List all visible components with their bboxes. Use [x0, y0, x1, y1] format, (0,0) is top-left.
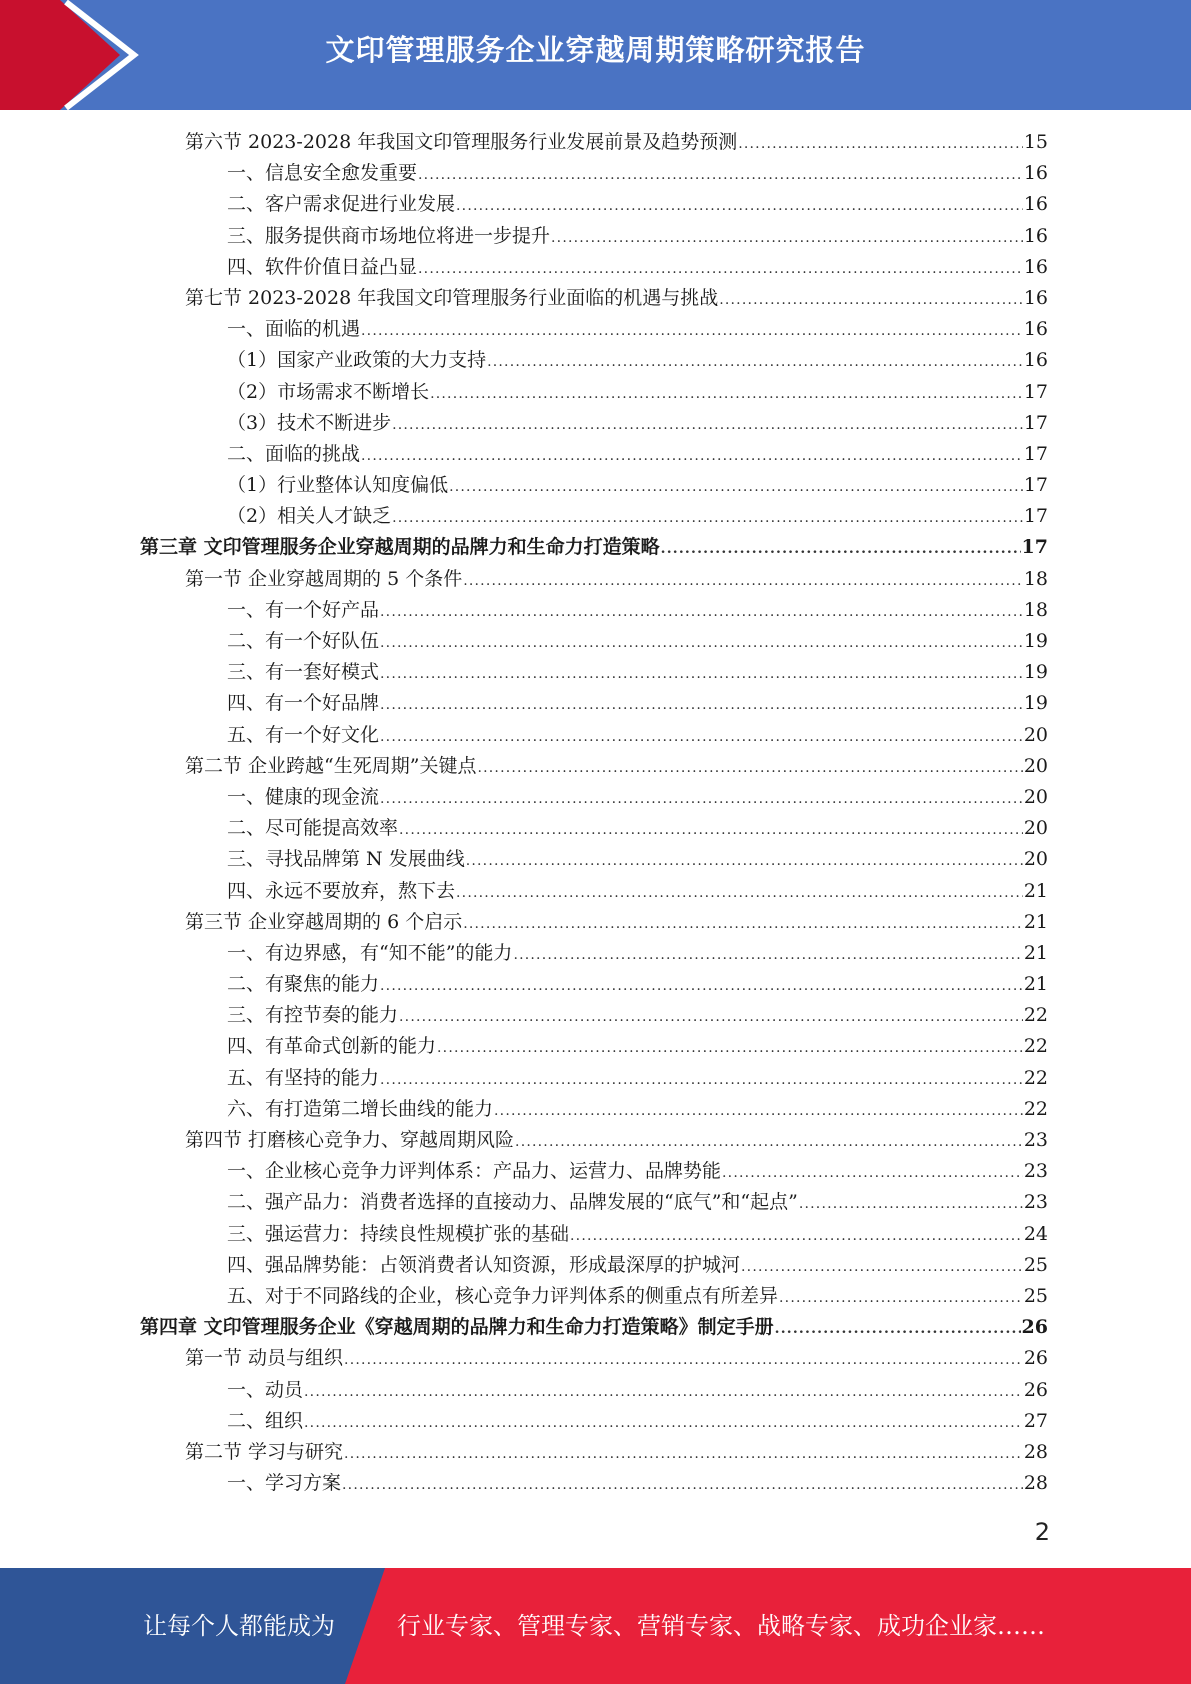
toc-entry-label: 四、有一个好品牌	[227, 692, 380, 715]
toc-dot-leader	[799, 1189, 1023, 1220]
toc-entry-label: （2）市场需求不断增长	[227, 380, 430, 403]
toc-section-entry[interactable]	[140, 564, 1048, 595]
toc-dot-leader	[380, 597, 1023, 628]
toc-dot-leader	[515, 1127, 1023, 1158]
toc-entry-label: 一、健康的现金流	[227, 785, 380, 808]
toc-entry-page: 25	[1023, 1253, 1048, 1276]
toc-dot-leader	[456, 191, 1023, 222]
toc-entry-page: 22	[1023, 1097, 1048, 1120]
toc-entry-page: 26	[1021, 1316, 1048, 1339]
toc-entry-page: 20	[1023, 848, 1048, 871]
toc-section-entry[interactable]	[140, 907, 1048, 938]
toc-entry-label: 二、客户需求促进行业发展	[227, 193, 456, 216]
toc-entry-page: 18	[1023, 598, 1048, 621]
toc-entry-page: 23	[1023, 1160, 1048, 1183]
toc-entry-label: 五、对于不同路线的企业，核心竞争力评判体系的侧重点有所差异	[227, 1284, 779, 1307]
toc-entry-label: 第一节 动员与组织	[185, 1347, 344, 1370]
toc-entry-label: 三、寻找品牌第 N 发展曲线	[227, 848, 465, 871]
toc-entry-label: 三、有控节奏的能力	[227, 1004, 399, 1027]
toc-entry-label: 二、组织	[227, 1409, 304, 1432]
toc-subsection-entry[interactable]	[140, 969, 1048, 1000]
toc-dot-leader	[513, 940, 1022, 971]
toc-section-entry[interactable]	[140, 751, 1048, 782]
toc-dot-leader	[437, 1033, 1023, 1064]
toc-subsection-entry[interactable]	[140, 1406, 1048, 1437]
toc-entry-page: 16	[1023, 255, 1048, 278]
toc-section-entry[interactable]	[140, 283, 1048, 314]
toc-subsection-entry[interactable]	[140, 501, 1048, 532]
toc-entry-page: 21	[1023, 910, 1048, 933]
page-number: 2	[1034, 1518, 1050, 1546]
toc-subsection-entry[interactable]	[140, 595, 1048, 626]
toc-entry-label: 第三节 企业穿越周期的 6 个启示	[185, 910, 463, 933]
toc-entry-page: 17	[1023, 442, 1048, 465]
toc-dot-leader	[494, 1096, 1023, 1127]
toc-entry-label: 一、动员	[227, 1378, 304, 1401]
toc-section-entry[interactable]	[140, 1343, 1048, 1374]
toc-entry-label: 三、强运营力：持续良性规模扩张的基础	[227, 1222, 570, 1245]
toc-entry-page: 22	[1023, 1035, 1048, 1058]
toc-entry-label: 六、有打造第二增长曲线的能力	[227, 1097, 494, 1120]
toc-entry-label: 五、有一个好文化	[227, 723, 380, 746]
toc-entry-page: 28	[1023, 1472, 1048, 1495]
toc-subsection-entry[interactable]	[140, 938, 1048, 969]
toc-subsection-entry[interactable]	[140, 345, 1048, 376]
toc-entry-page: 19	[1023, 630, 1048, 652]
toc-subsection-entry[interactable]	[140, 782, 1048, 813]
toc-entry-label: 第二节 学习与研究	[185, 1440, 344, 1463]
toc-entry-label: 二、有聚焦的能力	[227, 973, 380, 996]
toc-subsection-entry[interactable]	[140, 1281, 1048, 1312]
toc-subsection-entry[interactable]	[140, 876, 1048, 907]
toc-entry-label: 一、面临的机遇	[227, 318, 361, 341]
toc-subsection-entry[interactable]	[140, 626, 1048, 657]
toc-entry-page: 23	[1023, 1129, 1048, 1151]
toc-subsection-entry[interactable]	[140, 408, 1048, 439]
toc-entry-page: 17	[1021, 536, 1048, 559]
toc-entry-label: 一、企业核心竞争力评判体系：产品力、运营力、品牌势能	[227, 1160, 722, 1183]
toc-dot-leader	[463, 909, 1023, 940]
toc-entry-label: 四、有革命式创新的能力	[227, 1035, 437, 1058]
toc-entry-page: 21	[1023, 941, 1048, 964]
toc-dot-leader	[380, 659, 1023, 690]
toc-dot-leader	[380, 784, 1023, 815]
toc-entry-label: 第三章 文印管理服务企业穿越周期的品牌力和生命力打造策略	[140, 536, 660, 559]
toc-dot-leader	[304, 1377, 1023, 1408]
toc-dot-leader	[661, 534, 1021, 565]
toc-dot-leader	[392, 410, 1023, 441]
toc-subsection-entry[interactable]	[140, 314, 1048, 345]
toc-subsection-entry[interactable]	[140, 813, 1048, 844]
footer-slogan-right: 行业专家、管理专家、营销专家、战略专家、成功企业家……	[397, 1612, 1045, 1640]
toc-entry-page: 21	[1023, 879, 1048, 902]
toc-section-entry[interactable]	[140, 127, 1048, 158]
toc-subsection-entry[interactable]	[140, 657, 1048, 688]
toc-entry-label: 三、服务提供商市场地位将进一步提升	[227, 224, 551, 247]
toc-dot-leader	[380, 971, 1023, 1002]
toc-entry-page: 28	[1023, 1440, 1048, 1463]
toc-dot-leader	[344, 1439, 1023, 1470]
toc-entry-label: 一、有边界感，有“知不能”的能力	[227, 941, 513, 964]
toc-chapter-entry[interactable]	[140, 532, 1048, 563]
toc-dot-leader	[719, 285, 1023, 316]
toc-entry-label: 四、永远不要放弃，熬下去	[227, 879, 456, 902]
toc-dot-leader	[456, 878, 1023, 909]
toc-dot-leader	[722, 1158, 1023, 1189]
toc-subsection-entry[interactable]	[140, 377, 1048, 408]
toc-subsection-entry[interactable]	[140, 221, 1048, 252]
toc-dot-leader	[487, 347, 1023, 378]
toc-entry-page: 27	[1023, 1409, 1048, 1432]
table-of-contents	[140, 127, 1048, 1499]
footer-banner	[0, 1568, 1191, 1684]
toc-dot-leader	[551, 223, 1023, 254]
toc-dot-leader	[399, 1002, 1023, 1033]
toc-dot-leader	[570, 1221, 1023, 1252]
toc-entry-page: 20	[1023, 785, 1048, 808]
toc-dot-leader	[344, 1345, 1023, 1376]
toc-dot-leader	[775, 1314, 1021, 1345]
toc-entry-label: 二、面临的挑战	[227, 442, 361, 465]
toc-entry-label: 五、有坚持的能力	[227, 1066, 380, 1089]
report-title: 文印管理服务企业穿越周期策略研究报告	[325, 33, 866, 67]
toc-section-entry[interactable]	[140, 1125, 1048, 1156]
toc-entry-page: 16	[1023, 193, 1048, 216]
toc-subsection-entry[interactable]	[140, 1468, 1048, 1499]
toc-entry-label: 第六节 2023-2028 年我国文印管理服务行业发展前景及趋势预测	[185, 131, 738, 153]
toc-entry-label: （1）行业整体认知度偏低	[227, 474, 449, 497]
toc-subsection-entry[interactable]	[140, 1187, 1048, 1218]
toc-dot-leader	[418, 254, 1023, 285]
toc-subsection-entry[interactable]	[140, 1000, 1048, 1031]
toc-dot-leader	[477, 753, 1022, 784]
toc-entry-label: 一、学习方案	[227, 1472, 342, 1495]
toc-entry-page: 17	[1023, 505, 1048, 528]
toc-subsection-entry[interactable]	[140, 688, 1048, 719]
toc-subsection-entry[interactable]	[140, 1219, 1048, 1250]
footer-slogan-left: 让每个人都能成为	[143, 1612, 335, 1640]
toc-entry-label: （3）技术不断进步	[227, 411, 392, 434]
toc-dot-leader	[399, 815, 1023, 846]
toc-entry-page: 22	[1023, 1066, 1048, 1089]
toc-entry-page: 20	[1023, 817, 1048, 840]
toc-subsection-entry[interactable]	[140, 158, 1048, 189]
toc-entry-label: 一、信息安全愈发重要	[227, 162, 418, 185]
toc-dot-leader	[380, 722, 1023, 753]
toc-dot-leader	[449, 472, 1023, 503]
toc-entry-page: 17	[1023, 411, 1048, 434]
toc-subsection-entry[interactable]	[140, 252, 1048, 283]
toc-entry-page: 16	[1023, 162, 1048, 185]
toc-section-entry[interactable]	[140, 1437, 1048, 1468]
toc-entry-label: 一、有一个好产品	[227, 598, 380, 621]
toc-entry-label: 二、强产品力：消费者选择的直接动力、品牌发展的“底气”和“起点”	[227, 1191, 798, 1214]
toc-entry-page: 20	[1023, 754, 1048, 777]
toc-subsection-entry[interactable]	[140, 1031, 1048, 1062]
toc-entry-label: （2）相关人才缺乏	[227, 505, 392, 528]
toc-entry-label: 四、软件价值日益凸显	[227, 255, 418, 278]
toc-entry-label: （1）国家产业政策的大力支持	[227, 349, 487, 372]
toc-subsection-entry[interactable]	[140, 844, 1048, 875]
toc-dot-leader	[418, 160, 1023, 191]
toc-dot-leader	[380, 690, 1023, 721]
toc-entry-page: 20	[1023, 723, 1048, 746]
toc-entry-label: 三、有一套好模式	[227, 661, 380, 684]
toc-entry-page: 26	[1023, 1347, 1048, 1370]
toc-dot-leader	[380, 628, 1023, 659]
toc-entry-label: 第一节 企业穿越周期的 5 个条件	[185, 567, 463, 590]
toc-subsection-entry[interactable]	[140, 189, 1048, 220]
toc-entry-page: 16	[1023, 349, 1048, 372]
toc-entry-label: 二、尽可能提高效率	[227, 817, 399, 840]
toc-dot-leader	[779, 1283, 1023, 1314]
toc-dot-leader	[304, 1408, 1023, 1439]
toc-entry-page: 26	[1023, 1378, 1048, 1401]
toc-dot-leader	[741, 1252, 1023, 1283]
toc-entry-page: 19	[1023, 692, 1048, 715]
toc-entry-label: 二、有一个好队伍	[227, 630, 380, 652]
toc-entry-page: 24	[1023, 1222, 1048, 1245]
toc-entry-page: 25	[1023, 1284, 1048, 1307]
toc-subsection-entry[interactable]	[140, 1156, 1048, 1187]
toc-entry-page: 17	[1023, 380, 1048, 403]
toc-dot-leader	[430, 379, 1023, 410]
toc-entry-label: 四、强品牌势能：占领消费者认知资源，形成最深厚的护城河	[227, 1253, 741, 1276]
toc-dot-leader	[466, 846, 1023, 877]
toc-subsection-entry[interactable]	[140, 1063, 1048, 1094]
toc-entry-page: 22	[1023, 1004, 1048, 1027]
toc-subsection-entry[interactable]	[140, 1250, 1048, 1281]
toc-entry-page: 16	[1023, 224, 1048, 247]
report-header-banner	[0, 0, 1191, 110]
toc-dot-leader	[380, 1065, 1023, 1096]
toc-chapter-entry[interactable]	[140, 1312, 1048, 1343]
toc-dot-leader	[392, 503, 1023, 534]
toc-subsection-entry[interactable]	[140, 1375, 1048, 1406]
toc-dot-leader	[361, 316, 1023, 347]
toc-entry-label: 第二节 企业跨越“生死周期”关键点	[185, 754, 477, 777]
toc-entry-label: 第四节 打磨核心竞争力、穿越周期风险	[185, 1129, 515, 1151]
toc-dot-leader	[463, 566, 1023, 597]
toc-entry-page: 16	[1023, 286, 1048, 309]
toc-entry-label: 第四章 文印管理服务企业《穿越周期的品牌力和生命力打造策略》制定手册	[140, 1316, 774, 1339]
toc-subsection-entry[interactable]	[140, 1094, 1048, 1125]
toc-entry-page: 16	[1023, 318, 1048, 341]
toc-entry-page: 15	[1023, 131, 1048, 153]
toc-entry-page: 17	[1023, 474, 1048, 497]
toc-subsection-entry[interactable]	[140, 720, 1048, 751]
toc-dot-leader	[361, 441, 1023, 472]
toc-entry-label: 第七节 2023-2028 年我国文印管理服务行业面临的机遇与挑战	[185, 286, 719, 309]
toc-dot-leader	[342, 1470, 1023, 1501]
toc-subsection-entry[interactable]	[140, 470, 1048, 501]
toc-entry-page: 21	[1023, 973, 1048, 996]
toc-dot-leader	[738, 129, 1023, 160]
toc-entry-page: 18	[1023, 567, 1048, 590]
toc-entry-page: 19	[1023, 661, 1048, 684]
toc-entry-page: 23	[1023, 1191, 1048, 1214]
toc-subsection-entry[interactable]	[140, 439, 1048, 470]
